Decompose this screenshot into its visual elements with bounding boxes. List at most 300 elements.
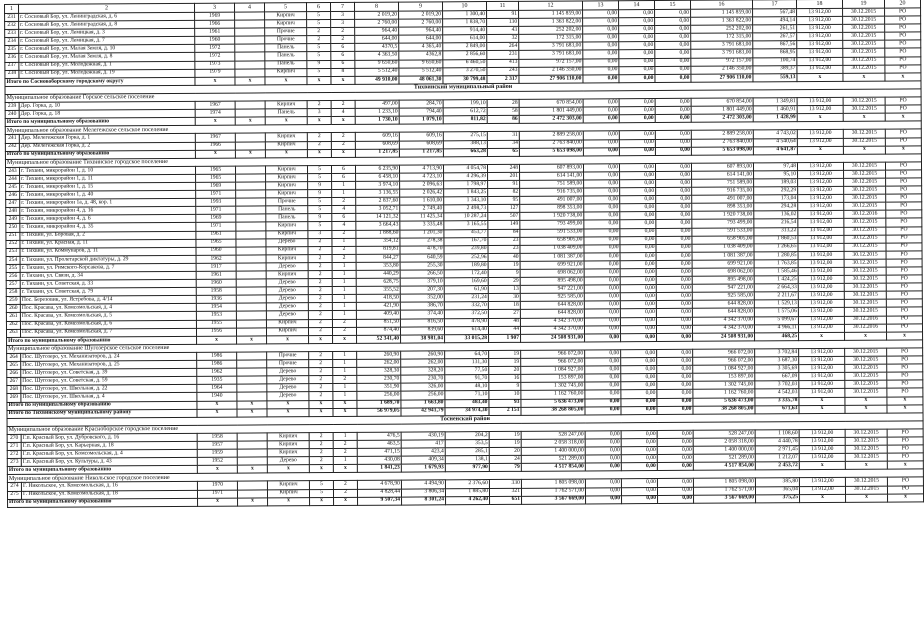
table-cell: 644 828,00 [692,308,754,316]
subtotal-cell: x [197,401,237,409]
table-cell: 2 [307,141,331,149]
table-cell: 0,00 [583,26,619,34]
table-cell: 248 [487,164,519,172]
table-cell: 30.12.2015 [844,259,886,267]
table-cell: 0,00 [620,220,656,228]
table-cell: 2 [309,351,333,359]
table-cell: 6 235,90 [355,165,399,173]
subtotal-cell: x [846,494,888,502]
table-cell: 1 860,53 [754,235,798,243]
table-cell [235,12,265,20]
table-cell: РО [887,453,923,461]
address-cell: г. Тихвин, микрорайон 1, д. 10 [19,166,195,175]
table-cell: 256,00 [357,391,401,399]
table-cell [237,433,267,441]
table-cell: 463,5 [357,440,401,448]
table-cell: 2 849,00 [443,43,487,51]
table-cell: 3 335,48 [400,221,444,229]
table-cell: 13 912,00 [799,429,845,437]
table-cell: 13 912,00 [798,324,844,332]
table-cell: 13 912,00 [799,389,845,397]
table-cell: 4 713,90 [399,165,443,173]
table-cell: РО [886,178,922,186]
address-cell: г. Тихвин, ул. Пролетарской диктатуры, д. 29 [20,255,196,264]
table-cell [237,352,267,360]
table-cell: 964,40 [355,27,399,35]
table-cell: 0,00 [656,325,692,333]
table-cell: РО [885,32,921,40]
table-cell: 262,00 [401,359,445,367]
table-cell: 1 400 000,00 [693,446,755,454]
table-cell: 2 [308,327,332,335]
subtotal-cell: x [267,400,309,408]
subtotal-cell: 2 317 [487,75,519,83]
subtotal-cell: x [195,117,235,125]
table-cell: 6 [331,165,355,173]
table-cell: 13 912,00 [799,454,845,462]
table-cell: 0,00 [583,10,619,18]
subtotal-cell: x [265,117,307,125]
table-cell: 0,00 [583,50,619,58]
table-cell: 0,00 [585,455,621,463]
subtotal-cell: 671,63 [755,405,799,413]
table-cell: РО [886,307,922,315]
table-cell: 607 893,00 [691,163,753,171]
table-cell: 1 [333,432,357,440]
table-cell: 0,00 [583,66,619,74]
table-cell: РО [886,186,922,194]
table-cell [236,230,266,238]
table-cell: РО [887,429,923,437]
table-cell: 30.12.2016 [844,210,886,218]
table-cell: 153 897,00 [521,374,585,382]
table-cell: 0,00 [585,447,621,455]
address-cell: Пос. Красава, ул. Комсомольская, д. 7 [20,328,196,337]
table-cell: 91 [487,10,519,18]
subtotal-cell: 5 636 473,00 [521,398,585,406]
table-cell: 13 912,00 [797,16,843,24]
table-cell: РО [887,477,923,485]
table-cell: 13 912,00 [799,445,845,453]
table-cell: 0,00 [657,454,693,462]
table-cell: 64,70 [445,350,489,358]
table-cell: 0,00 [619,42,655,50]
table-cell: 30.12.2016 [844,324,886,332]
table-cell: 1 [333,359,357,367]
subtotal-cell: x [331,76,355,84]
table-cell: РО [885,56,921,64]
table-cell: 614 141,00 [692,171,754,179]
table-cell: 30.12.2015 [844,283,886,291]
table-cell: Панель [266,214,308,222]
table-cell: 1965 [196,239,236,247]
table-cell: 239,80 [444,245,488,253]
table-cell: 1 201,30 [400,229,444,237]
table-cell: 8 [331,68,355,76]
table-cell: 13 912,00 [799,356,845,364]
table-cell: 2 763 840,00 [691,138,753,146]
table-cell: 204,2 [445,431,489,439]
subtotal-cell: x [307,76,331,84]
table-cell: 3 791 683,00 [519,50,583,58]
table-cell: 43 [487,27,519,35]
table-cell: 2 019,20 [355,11,399,19]
table-cell: Дерево [266,263,308,271]
table-cell: Кирпич [266,174,308,182]
subtotal-cell: x [235,149,265,157]
table-cell: 0,00 [584,180,620,188]
section-label: Муниципальное образование Горское сельское поселение [5,89,921,103]
table-cell: 4 296,39 [444,172,488,180]
table-cell: 418,50 [356,294,400,302]
table-cell: 1966 [195,142,235,150]
table-cell: 0,00 [656,260,692,268]
table-cell: 1 038 409,00 [520,245,584,253]
subtotal-cell: x [334,497,358,505]
table-cell: 567,48 [753,9,797,17]
table-cell: 13 912,00 [798,211,844,219]
table-cell: 2 760,00 [399,19,443,27]
table-cell: 257 [6,281,20,289]
table-cell: 491 007,00 [692,195,754,203]
subtotal-cell: 1 730,10 [355,116,399,124]
table-cell: РО [887,356,923,364]
table-cell: 48 [488,318,520,326]
table-cell: 6 460,50 [443,59,487,67]
table-cell: 4 365,40 [399,43,443,51]
column-number: 7 [330,2,354,11]
subtotal-cell: x [888,494,924,502]
table-cell: 6 [331,44,355,52]
table-cell: 609,16 [399,132,443,140]
subtotal-cell: 24 508 931,00 [693,333,755,341]
table-cell: 609,16 [355,132,399,140]
table-cell: 0,00 [621,430,657,438]
table-cell: 0,00 [620,236,656,244]
table-cell: 2 [308,295,332,303]
table-cell: Кирпич [266,271,308,279]
subtotal-cell: 0,00 [585,333,621,341]
table-cell: 0,00 [583,164,619,172]
table-cell: 0,00 [657,430,693,438]
table-cell: 0,00 [655,139,691,147]
table-cell: 9 [308,190,332,198]
table-cell: 272 [7,450,21,458]
address-cell: г. Сосновый Бор, ул. Молодежная, д. 1 [19,61,195,70]
subtotal-cell: 38 981,04 [401,335,445,343]
table-cell: 0,00 [620,204,656,212]
table-cell: 0,00 [655,66,691,74]
table-cell: 1969 [195,12,235,20]
table-cell: 644,00 [399,35,443,43]
table-cell: 9 [308,181,332,189]
table-cell: 2 [332,246,356,254]
table-cell: 1 [332,303,356,311]
table-cell: 2 146 350,00 [691,66,753,74]
table-cell: 2 [332,198,356,206]
table-cell: 0,00 [584,301,620,309]
table-cell: 30.12.2015 [843,16,885,24]
table-cell: 2 [332,230,356,238]
subtotal-cell: x [333,335,357,343]
table-cell: 268 [7,386,21,394]
table-cell: Кирпич [265,133,307,141]
table-cell: 1 838,70 [443,19,487,27]
table-cell: 4370,5 [355,43,399,51]
table-cell: 230,70 [357,375,401,383]
table-cell: 13 912,00 [798,259,844,267]
subtotal-cell: x [797,146,843,154]
table-cell: 874,40 [356,327,400,335]
table-cell: 5 [308,173,332,181]
table-cell: 1 212,07 [755,454,799,462]
subtotal-cell: 4 641,87 [753,146,797,154]
table-cell: 169,60 [444,278,488,286]
table-cell: 0,00 [620,325,656,333]
table-cell [236,263,266,271]
table-cell: 1967 [195,133,235,141]
table-cell: 9 [488,269,520,277]
table-cell: 640,59 [400,254,444,262]
address-cell: г. Тихвин, микрорайон 1а, д. 48, кор. 1 [20,198,196,207]
table-cell: 0,00 [621,455,657,463]
table-cell: 91 [488,180,520,188]
table-cell [236,279,266,287]
table-cell: 2 [308,262,332,270]
table-cell: 0,00 [655,42,691,50]
table-cell: 3 052,71 [356,205,400,213]
table-cell: 201 [488,172,520,180]
table-cell: 13 912,00 [797,49,843,57]
table-cell: 6 [331,52,355,60]
table-cell: 0,00 [583,34,619,42]
subtotal-cell: x [843,73,885,81]
subtotal-cell: x [265,76,307,84]
table-cell: Кирпич [265,165,307,173]
table-cell: 354,12 [356,238,400,246]
table-cell: 32 [487,35,519,43]
table-cell: 521 289,00 [693,454,755,462]
table-cell: 2 [332,319,356,327]
table-cell: 2 889 258,00 [691,130,753,138]
subtotal-cell: 0,00 [586,495,622,503]
table-cell: 260,90 [401,351,445,359]
table-cell: 1970 [197,482,237,490]
subtotal-cell: x [237,336,267,344]
subtotal-cell: 0,00 [658,495,694,503]
table-cell: 189,80 [444,261,488,269]
table-cell: 13 912,00 [798,251,844,259]
table-cell: 4 440,78 [755,438,799,446]
table-cell: 30.12.2015 [845,453,887,461]
subtotal-cell: 2 472 303,00 [691,114,753,122]
table-cell: 2 058 318,00 [521,439,585,447]
subtotal-label: Итого по Тихвинскому муниципальному району [7,409,197,418]
table-cell: 699 921,00 [692,260,754,268]
table-cell: 167,70 [444,237,488,245]
table-cell: 1956 [196,328,236,336]
subtotal-cell: x [333,465,357,473]
table-cell: 5 [307,165,331,173]
table-cell: 2 763 840,00 [519,139,583,147]
table-cell: РО [886,275,922,283]
table-cell: 3 136,55 [356,189,400,197]
table-cell: 332,70 [444,302,488,310]
table-cell: 374,40 [400,310,444,318]
table-cell: 453,77 [444,229,488,237]
column-number: 11 [486,1,518,10]
table-cell: РО [885,105,921,113]
table-cell: 30.12.2015 [843,57,885,65]
table-cell: 0,00 [584,277,620,285]
table-cell: 1940 [197,392,237,400]
address-cell: г. Тихвин, ул. Советская, д. 33 [20,279,196,288]
table-cell: 2 749,40 [400,205,444,213]
table-cell: 0,00 [619,26,655,34]
address-cell: Пос. Шугозеро, ул. Механизаторов, д. 25 [21,360,197,369]
table-cell: 698 062,00 [692,268,754,276]
address-cell: г. Тихвин, ул. Коммунаров, д. 11 [20,247,196,256]
table-cell: 698 062,00 [520,269,584,277]
table-cell: 0,00 [656,171,692,179]
table-cell: 30.12.2015 [845,348,887,356]
table-cell: 4 342 370,00 [692,325,754,333]
table-cell: 235 [5,46,19,54]
address-cell: Пос. Красава, ул. Комсомольская, д. 4 [20,304,196,313]
table-cell: 1 363 822,00 [519,18,583,26]
table-cell [235,44,265,52]
subtotal-cell: x [799,332,845,340]
table-cell: 0,00 [657,365,693,373]
table-cell: 30.12.2015 [844,186,886,194]
table-cell: РО [886,210,922,218]
table-cell [236,174,266,182]
table-cell: 4 [332,206,356,214]
table-cell: 0,00 [619,131,655,139]
table-cell: 491 007,00 [520,196,584,204]
table-cell: 259 [6,297,20,305]
column-number: 15 [654,0,690,9]
table-cell: 11 425,34 [400,213,444,221]
table-cell [236,303,266,311]
table-cell: РО [885,137,921,145]
table-cell: Дерево [267,392,309,400]
subtotal-cell: 1 679,93 [401,464,445,472]
subtotal-cell: x [885,73,921,81]
table-cell: 0,00 [656,187,692,195]
table-cell: 1972 [195,53,235,61]
table-cell: 0,00 [656,204,692,212]
table-cell: 0,00 [656,179,692,187]
table-cell: 313,22 [754,227,798,235]
table-cell: 231,24 [444,294,488,302]
subtotal-label: Итого по муниципальному образованию [5,118,195,127]
table-cell: 0,00 [657,382,693,390]
table-cell: РО [886,243,922,251]
subtotal-cell: x [307,117,331,125]
table-cell: 30.12.2015 [843,49,885,57]
address-cell: г. Тихвин, микрорайон 4, д. 35 [20,223,196,232]
table-cell: 19 [488,261,520,269]
subtotal-cell: 4 517 854,00 [521,463,585,471]
table-cell: 1 801 449,00 [519,107,583,115]
column-number: 16 [690,0,752,9]
table-cell: РО [887,445,923,453]
table-cell: 5 512,40 [355,68,399,76]
table-cell: 793 499,00 [692,219,754,227]
subtotal-cell: x [845,405,887,413]
table-cell: 521 289,00 [521,455,585,463]
table-cell: 4 966,11 [754,324,798,332]
table-cell: 0,00 [620,252,656,260]
table-cell: 260,90 [357,351,401,359]
table-cell: 0,00 [619,66,655,74]
table-cell: 1973 [195,61,235,69]
table-cell: 1962 [197,368,237,376]
table-cell: 13 912,00 [798,243,844,251]
table-cell: 0,00 [585,390,621,398]
table-cell: 5 [307,68,331,76]
table-cell: 30.12.2015 [845,478,887,486]
section-label: Муниципальное образование Шугозерское сельское поселение [7,340,923,354]
table-cell: Кирпич [267,481,309,489]
table-cell: 30.12.2015 [844,202,886,210]
table-cell: 252 202,00 [519,26,583,34]
table-cell: 385,80 [755,478,799,486]
table-cell: 0,00 [585,374,621,382]
table-cell: 13 912,00 [797,106,843,114]
table-cell: 294,28 [754,203,798,211]
table-cell [235,166,265,174]
table-cell: 1962 [196,255,236,263]
table-cell: 0,00 [585,431,621,439]
address-cell: г. Сосновый Бор, ул. Молодежная, д. 19 [19,69,195,78]
subtotal-cell: 0,00 [655,115,691,123]
table-cell: 263 [6,329,20,337]
table-cell: 238 [5,70,19,78]
table-cell [237,481,267,489]
subtotal-cell: x [197,465,237,473]
table-cell: 2 [308,303,332,311]
table-cell: 1960 [196,279,236,287]
subtotal-cell: 24 508 931,00 [521,334,585,342]
table-cell: РО [886,324,922,332]
subtotal-cell: x [887,396,923,404]
table-cell: 1961 [196,231,236,239]
table-cell: 0,00 [655,17,691,25]
table-cell: 58 [487,107,519,115]
table-cell [237,449,267,457]
subtotal-cell: x [197,336,237,344]
table-cell: 2 [309,457,333,465]
table-cell: 0,00 [619,163,655,171]
subtotal-cell: x [309,400,333,408]
table-cell: 0,00 [656,268,692,276]
table-cell: 614 141,00 [520,172,584,180]
subtotal-cell: x [238,498,268,506]
table-cell: 292,29 [754,187,798,195]
table-cell: 0,00 [620,188,656,196]
subtotal-cell: x [887,332,923,340]
table-cell: 1971 [196,190,236,198]
table-cell: 138,1 [445,456,489,464]
subtotal-cell: 3 335,78 [755,397,799,405]
table-cell: 2 760,00 [355,19,399,27]
table-cell: Кирпич [265,12,307,20]
subtotal-cell: 651 [490,496,522,504]
table-cell: 2 146 350,00 [519,67,583,75]
table-cell: 254 [6,256,20,264]
